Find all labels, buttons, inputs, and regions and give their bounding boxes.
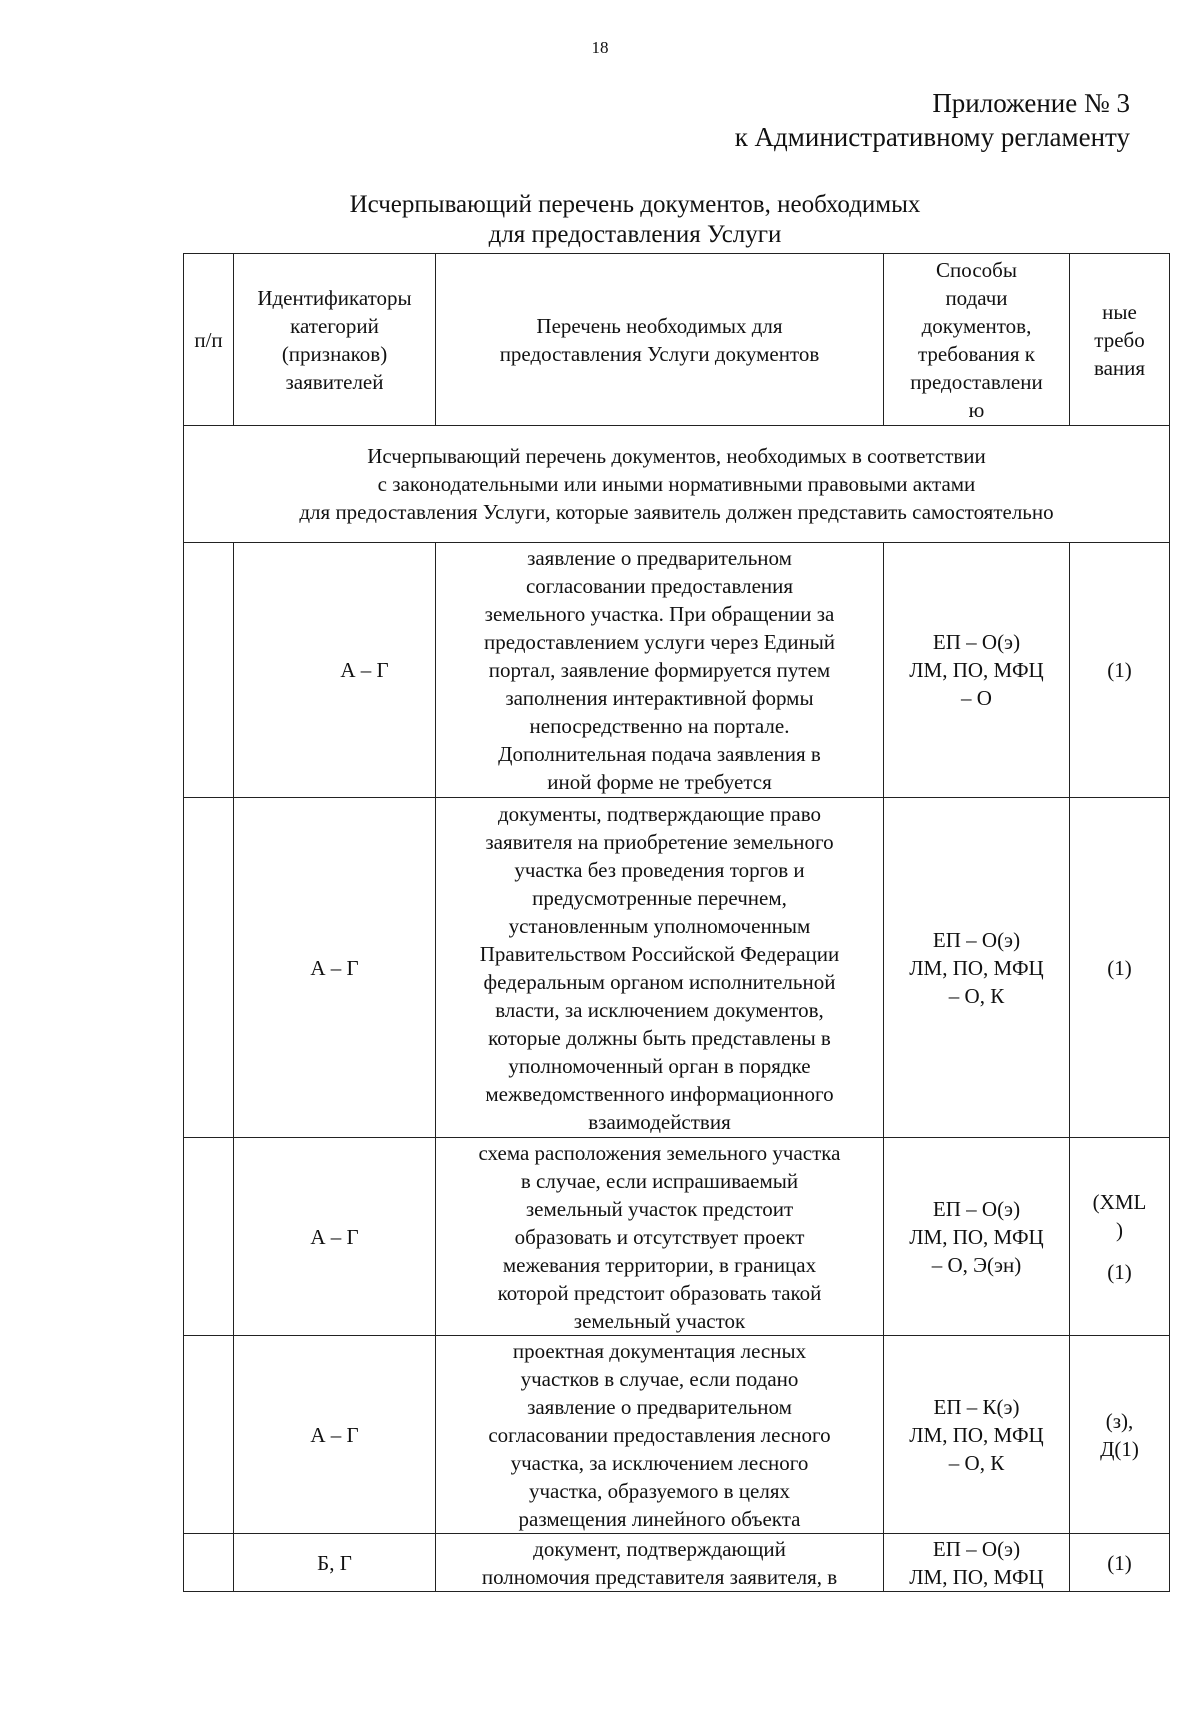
- cell-num: [184, 543, 234, 798]
- document-title-line-2: для предоставления Услуги: [488, 221, 782, 248]
- table-header-row: [184, 254, 1170, 426]
- table-row: [184, 798, 1170, 1138]
- cell-requirements: [1070, 1138, 1170, 1336]
- header-requirements: ные требо вания: [1070, 254, 1170, 426]
- cell-requirements: (1): [1070, 1534, 1170, 1592]
- header-methods: Способы подачи документов, требования к предоставлени ю: [884, 254, 1070, 426]
- appendix-heading: [735, 86, 1130, 154]
- cell-categories: Б, Г: [234, 1534, 436, 1592]
- cell-document: заявление о предварительном согласовании предоставления земельного участка. При обращении за предоставлением услуги через Единый портал, заявление формируется путем заполнения интерактивной формы непосредственно на портале. Дополнительная подача заявления в иной форме не требуется: [436, 543, 884, 798]
- cell-num: [184, 1534, 234, 1592]
- cell-document: схема расположения земельного участка в случае, если испрашиваемый земельный участок предстоит образовать и отсутствует проект межевания территории, в границах которой предстоит образовать такой земельный участок: [436, 1138, 884, 1336]
- documents-table: [183, 253, 1170, 1592]
- cell-methods: ЕП – К(э) ЛМ, ПО, МФЦ – О, К: [884, 1336, 1070, 1534]
- cell-methods: ЕП – О(э) ЛМ, ПО, МФЦ – О: [884, 543, 1070, 798]
- table-row: [184, 1138, 1170, 1336]
- header-num: п/п: [184, 254, 234, 426]
- cell-methods: ЕП – О(э) ЛМ, ПО, МФЦ – О, К: [884, 798, 1070, 1138]
- requirements-text: (XML ): [1092, 1189, 1147, 1242]
- category-text: А – Г: [340, 658, 389, 682]
- document-title-line-1: Исчерпывающий перечень документов, необходимых: [349, 191, 921, 218]
- cell-num: [184, 1336, 234, 1534]
- cell-document: проектная документация лесных участков в случае, если подано заявление о предварительном согласовании предоставления лесного участка, за исключением лесного участка, образуемого в целях размещения линейного объекта: [436, 1336, 884, 1534]
- table-row: [184, 543, 1170, 798]
- appendix-line-1: Приложение № 3: [932, 88, 1130, 118]
- table-row: [184, 1534, 1170, 1592]
- cell-categories: А – Г: [234, 1138, 436, 1336]
- header-categories: Идентификаторы категорий (признаков) заявителей: [234, 254, 436, 426]
- cell-num: [184, 798, 234, 1138]
- cell-requirements: (з), Д(1): [1070, 1336, 1170, 1534]
- cell-categories: А – Г: [234, 798, 436, 1138]
- cell-methods: ЕП – О(э) ЛМ, ПО, МФЦ – О, Э(эн): [884, 1138, 1070, 1336]
- appendix-line-2: к Административному регламенту: [734, 122, 1130, 152]
- page-number: 18: [591, 38, 609, 57]
- section-heading: Исчерпывающий перечень документов, необходимых в соответствии с законодательными или иными нормативными правовыми актами для предоставления Услуги, которые заявитель должен представить самостоятельно: [184, 426, 1170, 543]
- cell-categories: [234, 543, 436, 798]
- cell-document: документ, подтверждающий полномочия представителя заявителя, в: [436, 1534, 884, 1592]
- requirements-extra-text: (1): [1107, 1259, 1132, 1284]
- cell-num: [184, 1138, 234, 1336]
- cell-categories: А – Г: [234, 1336, 436, 1534]
- cell-document: документы, подтверждающие право заявителя на приобретение земельного участка без проведения торгов и предусмотренные перечнем, установленным уполномоченным Правительством Российской Федерации федеральным органом исполнительной власти, за исключением документов, которые должны быть представлены в уполномоченный орган в порядке межведомственного информационного взаимодействия: [436, 798, 884, 1138]
- cell-requirements: (1): [1070, 798, 1170, 1138]
- document-title: [0, 190, 1200, 250]
- table-row: [184, 1336, 1170, 1534]
- section-row: [184, 426, 1170, 543]
- cell-methods: ЕП – О(э) ЛМ, ПО, МФЦ: [884, 1534, 1070, 1592]
- header-documents: Перечень необходимых для предоставления Услуги документов: [436, 254, 884, 426]
- cell-requirements: (1): [1070, 543, 1170, 798]
